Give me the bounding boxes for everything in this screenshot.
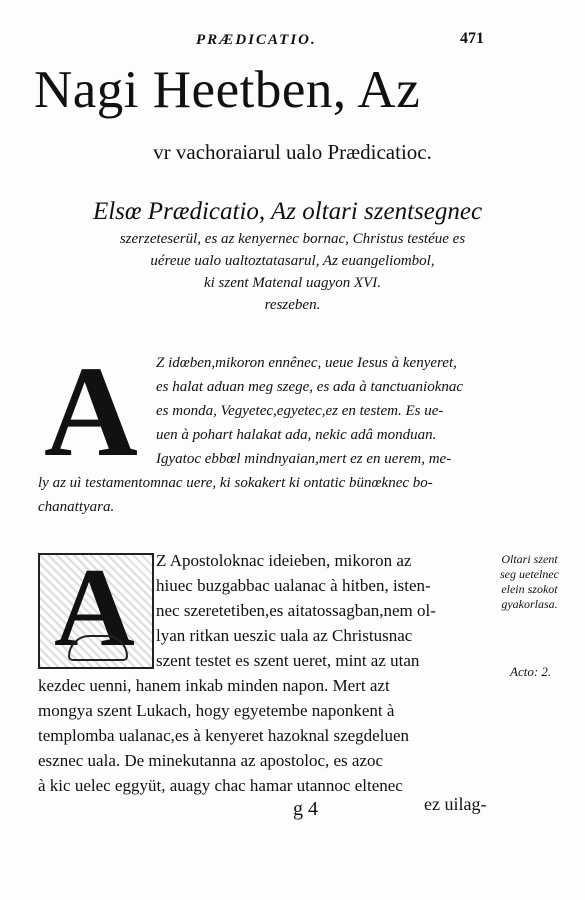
margin-note-line: gyakorlasa. bbox=[501, 597, 558, 611]
paragraph-line: kezdec uenni, hanem inkab minden napon. Mert azt bbox=[38, 676, 390, 695]
paragraph-line: Z idœben,mikoron ennênec, ueue Iesus à kenyeret, bbox=[156, 355, 457, 371]
sermon-title: Elsœ Prædicatio, Az oltari szentsegnec bbox=[92, 198, 483, 225]
margin-note-line: Oltari szent bbox=[501, 552, 558, 566]
margin-note-line: elein szokot bbox=[501, 582, 558, 596]
paragraph-line: es monda, Vegyetec,egyetec,ez en testem. Es ue- bbox=[156, 403, 444, 419]
margin-note-line: seg uetelnec bbox=[500, 567, 559, 581]
drop-cap: A bbox=[44, 340, 138, 484]
paragraph-line: chanattyara. bbox=[38, 499, 115, 515]
paragraph-line: esznec uala. De minekutanna az apostoloc, es azoc bbox=[38, 751, 384, 770]
sermon-heading-line: reszeben. bbox=[264, 297, 321, 313]
catchword: ez uilag- bbox=[424, 794, 487, 814]
paragraph-line: Z Apostoloknac ideieben, mikoron az bbox=[156, 551, 412, 570]
ornamental-drop-cap bbox=[38, 546, 154, 670]
paragraph-line: Igyatoc ebbœl mindnyaian,mert ez en uerem, me- bbox=[156, 451, 452, 467]
paragraph-line: ly az uì testamentomnac uere, ki sokakert ki ontatic bünœknec bo- bbox=[38, 475, 433, 491]
margin-note bbox=[500, 552, 559, 612]
sermon-heading-line: szerzeteserül, es az kenyernec bornac, Christus testéue es bbox=[119, 231, 466, 247]
signature-mark: g 4 bbox=[293, 798, 318, 820]
drop-cap: A bbox=[54, 546, 135, 670]
margin-reference: Acto: 2. bbox=[510, 664, 552, 679]
paragraph-line: es halat aduan meg szege, es ada à tanctuanioknac bbox=[156, 379, 464, 395]
paragraph-line: templomba ualanac,es à kenyeret hazoknal szegdeluen bbox=[38, 726, 409, 745]
paragraph-line: uen à pohart halakat ada, nekic adâ monduan. bbox=[156, 427, 437, 443]
sermon-heading-line: uéreue ualo ualtoztatasarul, Az euangeliombol, bbox=[150, 253, 435, 269]
running-head bbox=[0, 30, 585, 50]
paragraph-line: à kic uelec eggyüt, auagy chac hamar utannoc eltenec bbox=[38, 776, 403, 795]
page-number: 471 bbox=[460, 30, 484, 47]
paragraph-line: mongya szent Lukach, hogy egyetembe naponkent à bbox=[38, 701, 395, 720]
sermon-heading-line: ki szent Matenal uagyon XVI. bbox=[203, 275, 382, 291]
main-title: Nagi Heetben, Az bbox=[34, 61, 421, 119]
paragraph-line: hiuec buzgabbac ualanac à hitben, isten- bbox=[156, 576, 431, 595]
paragraph-line: nec szeretetiben,es aitatossagban,nem ol- bbox=[156, 601, 436, 620]
sermon-heading bbox=[0, 196, 585, 316]
paragraph-line: lyan ritkan ueszic uala az Christusnac bbox=[156, 626, 413, 645]
sermon-paragraph bbox=[38, 545, 508, 805]
paragraph-line: szent testet es szent ueret, mint az utan bbox=[156, 651, 420, 670]
vase-ornament-icon bbox=[68, 635, 128, 661]
scripture-paragraph bbox=[38, 340, 508, 525]
running-head-title: PRÆDICATIO. bbox=[196, 32, 317, 48]
sub-title: vr vachoraiarul ualo Prædicatioc. bbox=[153, 140, 432, 164]
